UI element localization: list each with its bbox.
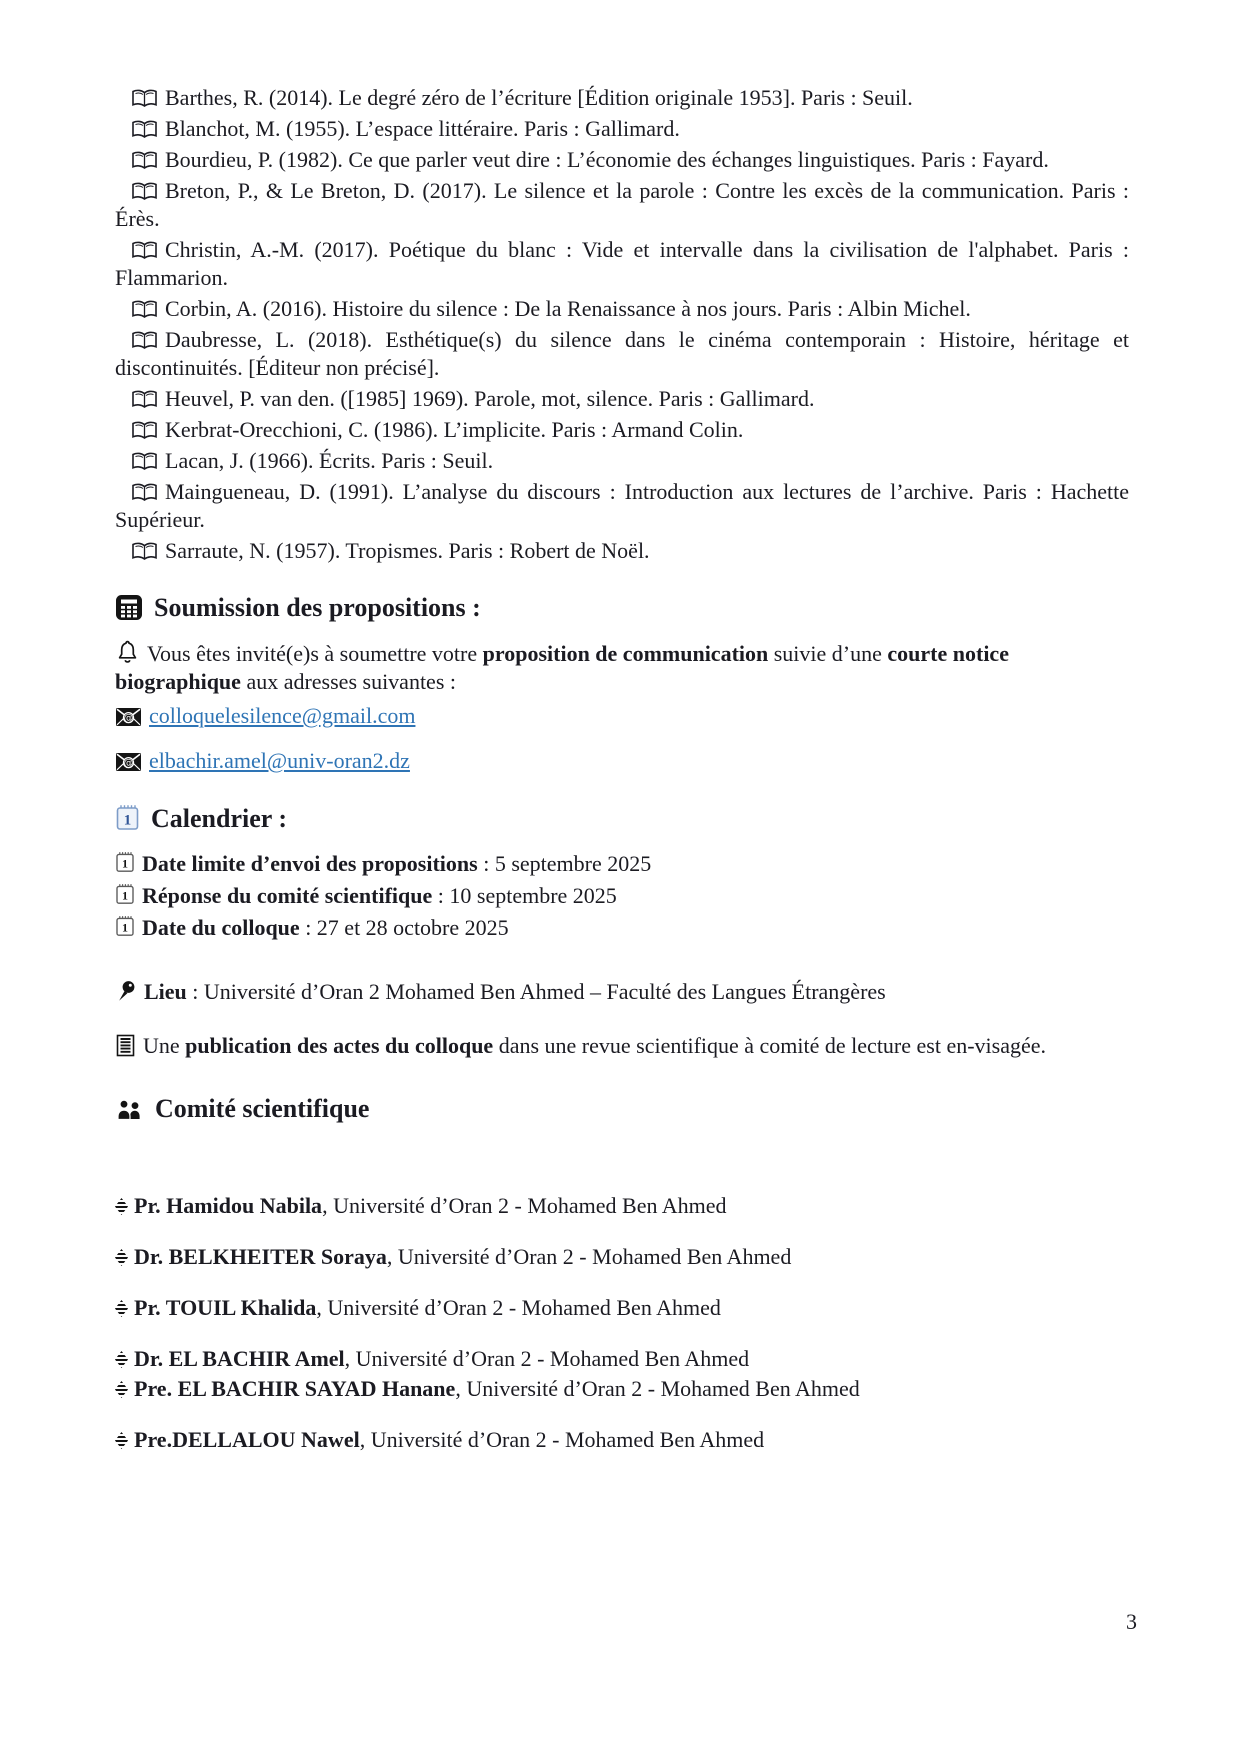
publication-segment: publication des actes du colloque: [185, 1033, 494, 1058]
calendar-heading-text: Calendrier :: [151, 804, 287, 833]
member-affiliation: , Université d’Oran 2 - Mohamed Ben Ahmed: [455, 1376, 860, 1401]
calendar-item: [115, 914, 1129, 942]
emails-list: [115, 702, 1129, 775]
bibliography-entry: [115, 478, 1129, 534]
calendar-item-value: : 27 et 28 octobre 2025: [299, 915, 509, 940]
open-book-icon: [131, 240, 158, 261]
committee-member: [115, 1192, 1129, 1220]
bibliography-entry: [115, 84, 1129, 112]
keypad-icon: [115, 594, 143, 621]
calendar-item: [115, 850, 1129, 878]
email-line: [115, 702, 1129, 730]
open-book-icon: [131, 420, 158, 441]
publication-paragraph: [115, 1032, 1129, 1060]
svg-text:1: 1: [122, 856, 128, 871]
bibliography-text: Maingueneau, D. (1991). L’analyse du discours : Introduction aux lectures de l’archive. Paris : Hachette Supérieur.: [115, 479, 1129, 532]
email-link[interactable]: colloquelesilence@gmail.com: [149, 703, 416, 728]
publication-segment: dans une revue scientifique à comité de lecture est en-visagée.: [493, 1033, 1047, 1058]
member-name: Pre. EL BACHIR SAYAD Hanane: [134, 1376, 456, 1401]
member-affiliation: , Université d’Oran 2 - Mohamed Ben Ahmed: [359, 1427, 765, 1452]
member-name: Pre.DELLALOU Nawel: [134, 1427, 360, 1452]
svg-text:@: @: [123, 758, 134, 769]
invite-segment: aux adresses suivantes :: [240, 669, 456, 694]
member-affiliation: , Université d’Oran 2 - Mohamed Ben Ahmed: [386, 1244, 792, 1269]
member-name: Pr. TOUIL Khalida: [134, 1295, 317, 1320]
svg-text:1: 1: [122, 920, 128, 935]
bibliography-text: Sarraute, N. (1957). Tropismes. Paris : Robert de Noël.: [165, 538, 650, 563]
calendar-heading: [115, 803, 1129, 834]
location-value: : Université d’Oran 2 Mohamed Ben Ahmed – Faculté des Langues Étrangères: [186, 979, 886, 1004]
bibliography-entry: [115, 447, 1129, 475]
tearoff-calendar-1-icon: [115, 914, 135, 938]
email-line: [115, 747, 1129, 775]
striped-diamond-bullet: [115, 1381, 128, 1398]
member-name: Dr. BELKHEITER Soraya: [134, 1244, 387, 1269]
bibliography-entry: [115, 295, 1129, 323]
bibliography-text: Christin, A.-M. (2017). Poétique du blanc : Vide et intervalle dans la civilisation de l'alphabet. Paris : Flammarion.: [115, 237, 1129, 290]
striped-diamond-bullet: [115, 1198, 128, 1215]
envelope-at-icon: [115, 707, 142, 727]
bibliography-text: Daubresse, L. (2018). Esthétique(s) du silence dans le cinéma contemporain : Histoire, héritage et discontinuités. [Éditeur non précisé].: [115, 327, 1129, 380]
bibliography-text: Barthes, R. (2014). Le degré zéro de l’écriture [Édition originale 1953]. Paris : Seuil.: [165, 85, 913, 110]
bibliography-text: Breton, P., & Le Breton, D. (2017). Le silence et la parole : Contre les excès de la communication. Paris : Érès.: [115, 178, 1129, 231]
tearoff-calendar-1-icon: [115, 850, 135, 874]
location-line: [115, 978, 1129, 1006]
member-affiliation: , Université d’Oran 2 - Mohamed Ben Ahmed: [344, 1346, 750, 1371]
bibliography-entry: [115, 385, 1129, 413]
open-book-icon: [131, 330, 158, 351]
publication-text: [143, 1033, 1046, 1058]
invite-segment: suivie d’une: [768, 641, 888, 666]
calendar-item-label: Date limite d’envoi des propositions: [142, 851, 478, 876]
bibliography-entry: [115, 236, 1129, 292]
bibliography-entry: [115, 177, 1129, 233]
open-book-icon: [131, 119, 158, 140]
svg-text:1: 1: [123, 812, 132, 829]
striped-diamond-bullet: [115, 1300, 128, 1317]
bibliography-entry: [115, 146, 1129, 174]
invite-segment: Vous êtes invité(e)s à soumettre votre: [147, 641, 483, 666]
submission-heading-text: Soumission des propositions :: [154, 593, 481, 622]
invite-text: [115, 641, 1009, 694]
committee-member: [115, 1243, 1129, 1271]
submission-heading: [115, 593, 1129, 623]
bibliography-text: Lacan, J. (1966). Écrits. Paris : Seuil.: [165, 448, 494, 473]
open-book-icon: [131, 150, 158, 171]
two-people-icon: [115, 1098, 144, 1122]
committee-member: [115, 1345, 1129, 1373]
calendar-item: [115, 882, 1129, 910]
striped-diamond-bullet: [115, 1432, 128, 1449]
open-book-icon: [131, 181, 158, 202]
member-name: Dr. EL BACHIR Amel: [134, 1346, 345, 1371]
tearoff-calendar-1-icon: [115, 803, 140, 832]
committee-member: [115, 1294, 1129, 1322]
member-affiliation: , Université d’Oran 2 - Mohamed Ben Ahmed: [316, 1295, 721, 1320]
page-number: 3: [1126, 1609, 1137, 1634]
bibliography-text: Corbin, A. (2016). Histoire du silence : De la Renaissance à nos jours. Paris : Albin Michel.: [165, 296, 971, 321]
striped-diamond-bullet: [115, 1249, 128, 1266]
committee-heading: [115, 1094, 1129, 1124]
invite-paragraph: [115, 639, 1129, 696]
calendar-item-label: Réponse du comité scientifique: [142, 883, 433, 908]
committee-heading-text: Comité scientifique: [155, 1094, 370, 1123]
svg-text:@: @: [123, 713, 134, 724]
bibliography-entry: [115, 416, 1129, 444]
committee-list: [115, 1192, 1129, 1454]
member-name: Pr. Hamidou Nabila: [134, 1193, 323, 1218]
bibliography-text: Heuvel, P. van den. ([1985] 1969). Parole, mot, silence. Paris : Gallimard.: [165, 386, 815, 411]
calendar-item-value: : 5 septembre 2025: [477, 851, 652, 876]
email-link[interactable]: elbachir.amel@univ-oran2.dz: [149, 748, 410, 773]
svg-text:1: 1: [122, 888, 128, 903]
open-book-icon: [131, 88, 158, 109]
open-book-icon: [131, 482, 158, 503]
member-affiliation: , Université d’Oran 2 - Mohamed Ben Ahmed: [322, 1193, 727, 1218]
bibliography-entry: [115, 326, 1129, 382]
invite-segment: proposition de communication: [482, 641, 769, 666]
bell-icon: [115, 639, 140, 665]
invite-segment: courte notice biographique: [115, 641, 1009, 694]
striped-diamond-bullet: [115, 1351, 128, 1368]
committee-member: [115, 1426, 1129, 1454]
round-pushpin-icon: [115, 979, 137, 1003]
open-book-icon: [131, 541, 158, 562]
publication-segment: Une: [143, 1033, 186, 1058]
tearoff-calendar-1-icon: [115, 882, 135, 906]
bibliography-entry: [115, 115, 1129, 143]
bibliography-section: [115, 84, 1129, 565]
location-label: Lieu: [144, 979, 187, 1004]
bibliography-entry: [115, 537, 1129, 565]
calendar-list: [115, 850, 1129, 942]
bibliography-text: Blanchot, M. (1955). L’espace littéraire. Paris : Gallimard.: [165, 116, 680, 141]
envelope-at-icon: [115, 752, 142, 772]
bibliography-text: Kerbrat-Orecchioni, C. (1986). L’implicite. Paris : Armand Colin.: [165, 417, 744, 442]
calendar-item-label: Date du colloque: [142, 915, 300, 940]
open-book-icon: [131, 389, 158, 410]
calendar-item-value: : 10 septembre 2025: [432, 883, 617, 908]
open-book-icon: [131, 451, 158, 472]
lined-ledger-icon: [115, 1034, 136, 1057]
bibliography-text: Bourdieu, P. (1982). Ce que parler veut dire : L’économie des échanges linguistiques. Paris : Fayard.: [165, 147, 1049, 172]
committee-member: [115, 1375, 1129, 1403]
open-book-icon: [131, 299, 158, 320]
